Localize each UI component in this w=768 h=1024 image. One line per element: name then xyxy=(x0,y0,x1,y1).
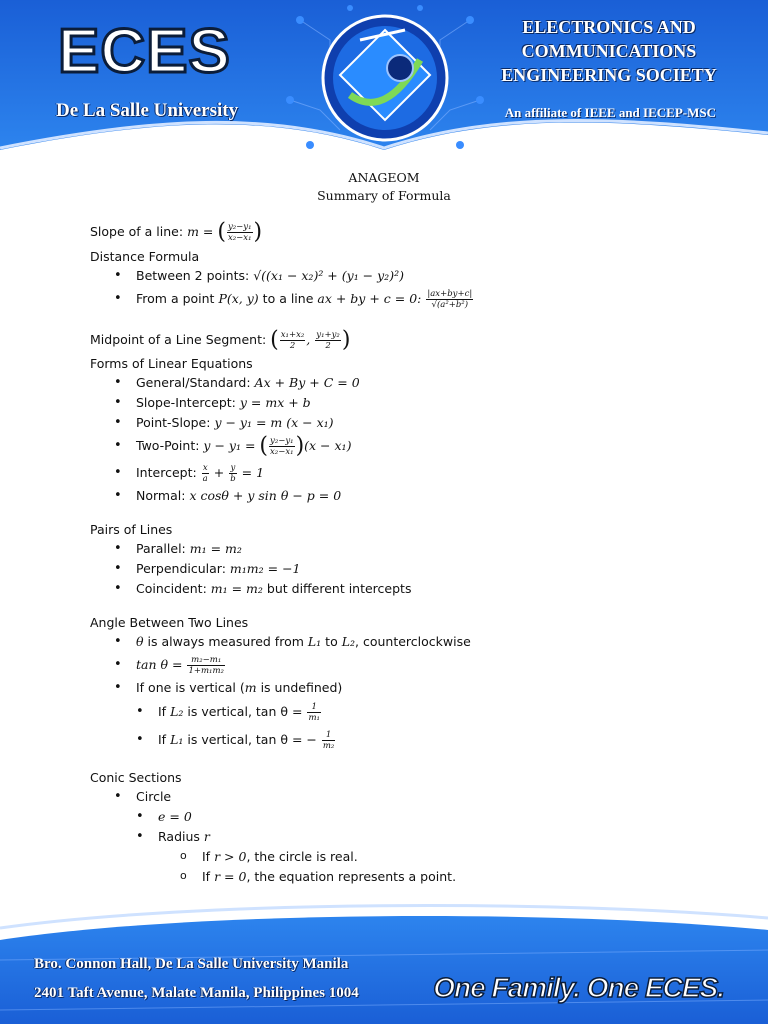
list-item: • Parallel: m₁ = m₂ xyxy=(90,539,710,559)
affiliate-text: An affiliate of IEEE and IECEP-MSC xyxy=(504,105,716,120)
list-item: • Intercept: $\frac{x}{a}$ + $\frac{y}{b}$ = 1 xyxy=(90,460,710,486)
list-item: • If one is vertical (m is undefined) xyxy=(90,678,710,698)
pairs-list xyxy=(90,539,710,599)
list-item: • tan θ = $\frac{\text{m₂−m₁}}{\text{1+m₁m₂}}$ xyxy=(90,652,710,678)
list-item: • General/Standard: Ax + By + C = 0 xyxy=(90,373,710,393)
conic-heading: Conic Sections xyxy=(90,769,182,785)
eces-tagline: One Family. One ECES. xyxy=(433,972,724,1003)
linear-forms-heading: Forms of Linear Equations xyxy=(90,356,253,371)
distance-heading: Distance Formula xyxy=(90,248,200,264)
distance-list xyxy=(90,266,710,312)
angle-heading: Angle Between Two Lines xyxy=(90,614,249,630)
linear-forms-list xyxy=(90,373,710,506)
list-item: • Coincident: m₁ = m₂ but different intercepts xyxy=(90,579,710,599)
society-name-line-2: COMMUNICATIONS xyxy=(521,41,697,61)
list-item: • θ is always measured from L₁ to L₂, counterclockwise xyxy=(90,632,710,652)
society-emblem-icon xyxy=(323,16,447,140)
address-line-1: Bro. Connon Hall, De La Salle University Manila xyxy=(34,956,349,972)
society-name-line-3: ENGINEERING SOCIETY xyxy=(501,65,717,85)
list-item: • If L₂ is vertical, tan θ = $\frac{1}{\text{m₁}}$ xyxy=(90,698,710,726)
university-name: De La Salle University xyxy=(56,100,239,121)
document-subtitle: Summary of Formula xyxy=(317,188,451,203)
list-item: • Two-Point: y − y₁ = ( $\frac{\text{y₂−y₁}}{\text{x₂−x₁}}$ )(x − x₁) xyxy=(90,433,710,460)
eces-logo: ECES xyxy=(58,17,231,86)
slope-formula: Slope of a line: m = ( $\frac{\text{y₂−y₁}}{\text{x₂−x₁}}$ ) xyxy=(90,219,263,245)
list-item: • Between 2 points: √((x₁ − x₂)² + (y₁ − y₂)²) xyxy=(90,266,710,286)
conic-list xyxy=(90,787,710,887)
list-item: • Point-Slope: y − y₁ = m (x − x₁) xyxy=(90,413,710,433)
society-name-line-1: ELECTRONICS AND xyxy=(522,17,696,37)
address-line-2: 2401 Taft Avenue, Malate Manila, Philippines 1004 xyxy=(34,985,359,1001)
list-item: • Circle xyxy=(90,787,710,807)
list-item: • From a point P(x, y) to a line ax + by + c = 0: $\frac{|ax+by+c|}{\text{√(a²+b²)}}$ xyxy=(90,286,710,312)
midpoint-formula: Midpoint of a Line Segment: ( $\frac{\text{x₁+x₂}}{2}$ , $\frac{\text{y₁+y₂}}{2}$ ) xyxy=(90,327,351,352)
list-item: • Slope-Intercept: y = mx + b xyxy=(90,393,710,413)
society-name xyxy=(494,15,724,87)
list-item: • Normal: x cosθ + y sin θ − p = 0 xyxy=(90,486,710,506)
formula-summary xyxy=(90,218,710,887)
slope-fraction: $\frac{\text{y₂−y₁}}{\text{x₂−x₁}}$ xyxy=(227,222,252,243)
distance-fraction: $\frac{|ax+by+c|}{\text{√(a²+b²)}}$ xyxy=(427,288,473,310)
list-item: • Radius r xyxy=(90,827,710,847)
list-item: • e = 0 xyxy=(90,807,710,827)
list-item: o If r = 0, the equation represents a point. xyxy=(90,867,710,887)
page-header xyxy=(0,0,768,165)
pairs-heading: Pairs of Lines xyxy=(90,521,173,537)
list-item: • If L₁ is vertical, tan θ = − $\frac{1}{\text{m₂}}$ xyxy=(90,726,710,754)
list-item: o If r > 0, the circle is real. xyxy=(90,847,710,867)
angle-list xyxy=(90,632,710,754)
document-title: ANAGEOM xyxy=(348,170,420,185)
list-item: • Perpendicular: m₁m₂ = −1 xyxy=(90,559,710,579)
